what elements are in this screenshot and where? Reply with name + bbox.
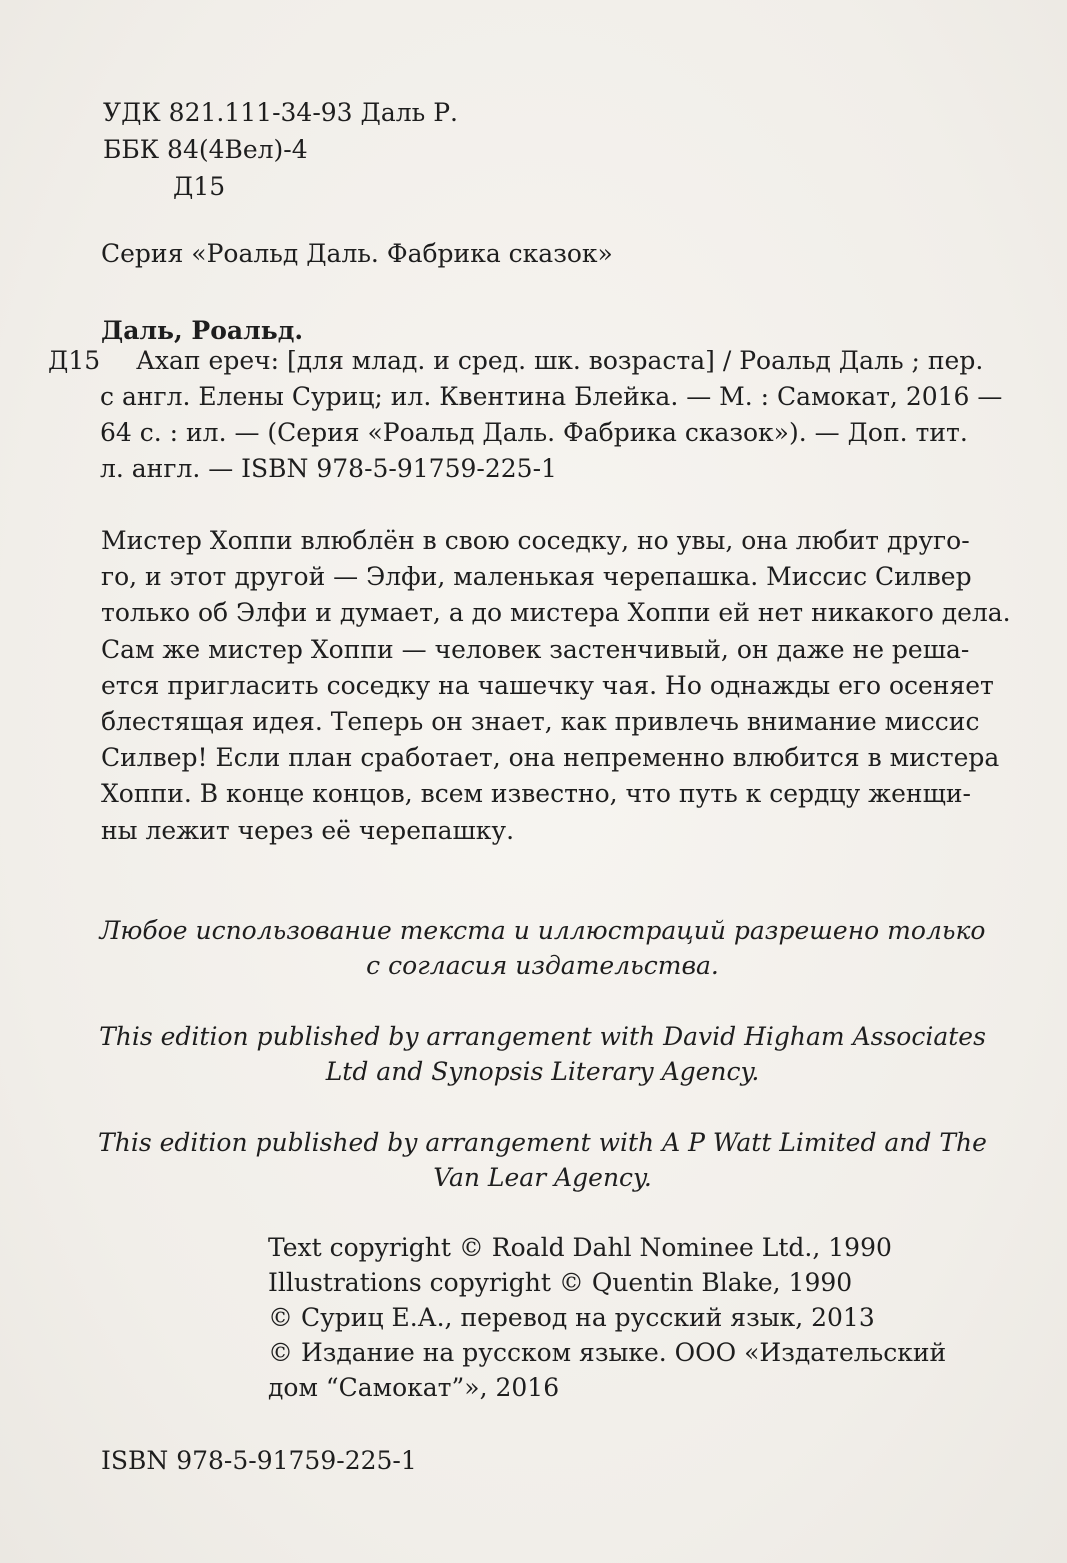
author-heading: Даль, Роальд. [101,316,304,345]
arrangement-line: This edition published by arrangement with A P Watt Limited and The [98,1128,987,1157]
entry-code: Д15 [48,346,101,375]
entry-line: 64 с. : ил. — (Серия «Роальд Даль. Фабрика сказок»). — Доп. тит. [100,418,968,447]
copyright-line: дом “Самокат”», 2016 [268,1373,560,1402]
usage-notice-line: с согласия издательства. [366,951,719,980]
catalog-codes [103,94,458,205]
entry-line: л. англ. — ISBN 978-5-91759-225-1 [100,454,557,483]
bbk-code: ББК 84(4Вел)-4 [103,135,308,164]
annotation-line: блестящая идея. Теперь он знает, как привлечь внимание миссис [101,707,980,737]
copyright-line: Text copyright © Roald Dahl Nominee Ltd., 1990 [268,1233,892,1262]
annotation-line: Сам же мистер Хоппи — человек застенчивый, он даже не реша- [101,634,970,664]
annotation-line: Силвер! Если план сработает, она непременно влюбится в мистера [101,743,1000,773]
usage-notice [90,913,995,983]
author-mark: Д15 [173,172,226,201]
entry-line: с англ. Елены Суриц; ил. Квентина Блейка. — М. : Самокат, 2016 — [100,382,1003,411]
annotation-line: ется пригласить соседку на чашечку чая. Но однажды его осеняет [101,670,994,700]
annotation-line: ны лежит через её черепашку. [101,815,515,845]
udk-code: УДК 821.111-34-93 Даль Р. [103,98,458,127]
usage-notice-line: Любое использование текста и иллюстраций разрешено только [99,916,986,945]
annotation-line: Хоппи. В конце концов, всем известно, что путь к сердцу женщи- [101,779,971,809]
copyright-line: Illustrations copyright © Quentin Blake, 1990 [268,1268,853,1297]
arrangement-note-1 [90,1019,995,1089]
annotation-line: только об Элфи и думает, а до мистера Хоппи ей нет никакого дела. [101,598,1011,628]
arrangement-line: Van Lear Agency. [433,1163,652,1192]
copyright-block [268,1230,946,1405]
arrangement-line: This edition published by arrangement with David Higham Associates [99,1022,986,1051]
annotation-line: Мистер Хоппи влюблён в свою соседку, но увы, она любит друго- [101,526,970,555]
arrangement-note-2 [90,1125,995,1195]
entry-line: Ахап ереч: [для млад. и сред. шк. возраста] / Роальд Даль ; пер. [136,346,984,375]
copyright-line: © Издание на русском языке. ООО «Издательский [268,1338,947,1367]
series-line: Серия «Роальд Даль. Фабрика сказок» [101,239,613,268]
bibliographic-entry [48,343,1002,487]
isbn: ISBN 978-5-91759-225-1 [101,1446,417,1475]
annotation [101,523,1011,849]
arrangement-line: Ltd and Synopsis Literary Agency. [325,1057,760,1086]
annotation-line: го, и этот другой — Элфи, маленькая черепашка. Миссис Силвер [101,562,972,592]
copyright-line: © Суриц Е.А., перевод на русский язык, 2013 [268,1303,875,1332]
